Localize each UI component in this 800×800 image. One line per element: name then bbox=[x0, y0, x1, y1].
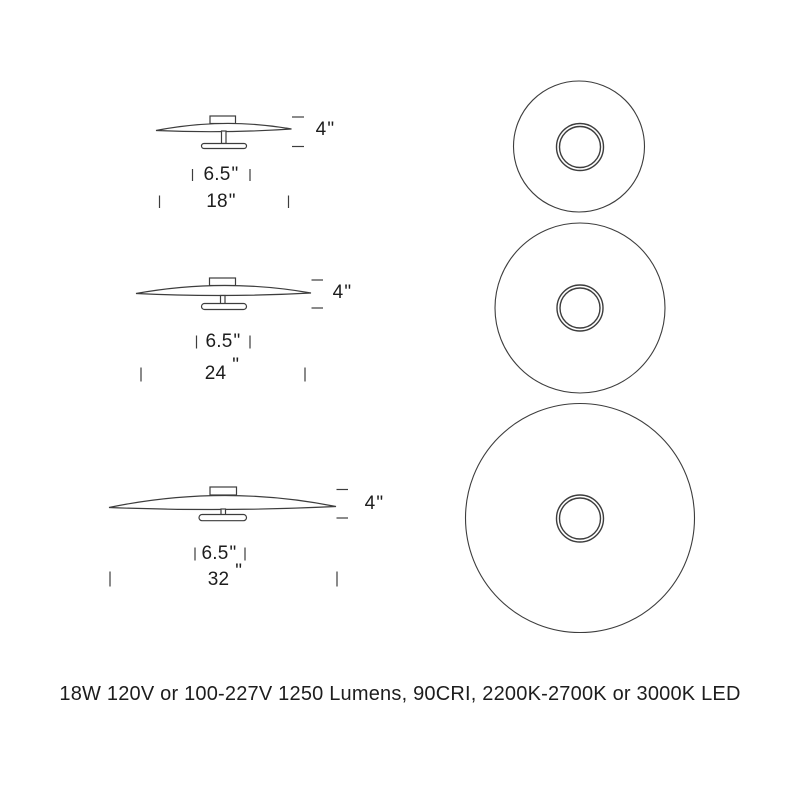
dimension-unit: " bbox=[232, 355, 240, 376]
canopy-dimension-label-18 bbox=[204, 164, 239, 186]
dimension-unit: " bbox=[233, 330, 241, 352]
disc-32 bbox=[109, 495, 336, 509]
dimension-value: 6.5 bbox=[201, 543, 229, 564]
top-view-18-outer-circle bbox=[514, 81, 645, 212]
dimension-value: 32 bbox=[207, 568, 230, 590]
canopy-dimension-label-32 bbox=[202, 543, 237, 565]
base-24 bbox=[202, 304, 247, 310]
canopy-18 bbox=[210, 116, 236, 124]
spec-footer-text: 18W 120V or 100-227V 1250 Lumens, 90CRI, 2200K-2700K or 3000K LED bbox=[59, 683, 741, 705]
dimension-unit: " bbox=[376, 492, 384, 514]
dimension-value: 18 bbox=[206, 190, 228, 212]
top-view-32-outer-circle bbox=[466, 404, 695, 633]
dimension-unit: " bbox=[228, 190, 236, 212]
top-view-18-hub-inner-ring bbox=[560, 127, 601, 168]
dimension-value: 4 bbox=[364, 492, 376, 514]
top-view-24 bbox=[495, 223, 665, 393]
top-view-24-hub-outer-ring bbox=[557, 285, 603, 331]
top-view-24-outer-circle bbox=[495, 223, 665, 393]
diameter-dimension-label-32 bbox=[207, 560, 243, 591]
canopy-32 bbox=[210, 487, 237, 495]
diameter-dimension-label-24 bbox=[204, 355, 240, 385]
base-32 bbox=[199, 515, 247, 521]
canopy-dimension-label-24 bbox=[206, 331, 241, 353]
height-dimension-label-32 bbox=[365, 493, 384, 515]
top-view-18-hub-outer-ring bbox=[557, 124, 604, 171]
dimension-unit: " bbox=[327, 119, 335, 140]
dimension-unit: " bbox=[231, 164, 239, 185]
dimension-unit: " bbox=[229, 543, 237, 564]
canopy-24 bbox=[210, 278, 236, 286]
top-view-32-hub-outer-ring bbox=[557, 495, 604, 542]
diameter-dimension-label-18 bbox=[206, 191, 236, 213]
stem-18 bbox=[222, 131, 227, 144]
top-view-24-hub-inner-ring bbox=[560, 288, 600, 328]
disc-24 bbox=[136, 285, 311, 295]
dimension-value: 6.5 bbox=[205, 330, 233, 352]
top-view-18 bbox=[514, 81, 645, 212]
top-view-32-hub-inner-ring bbox=[560, 498, 601, 539]
top-view-32 bbox=[466, 404, 695, 633]
height-dimension-label-18 bbox=[316, 119, 335, 141]
dimension-unit: " bbox=[235, 560, 243, 582]
dimension-value: 24 bbox=[204, 363, 227, 384]
height-dimension-label-24 bbox=[333, 282, 352, 304]
dimension-value: 4 bbox=[332, 282, 344, 303]
stem-24 bbox=[221, 296, 226, 305]
dimension-value: 6.5 bbox=[203, 164, 231, 185]
dimension-unit: " bbox=[344, 282, 352, 303]
dimension-value: 4 bbox=[315, 119, 327, 140]
base-18 bbox=[202, 144, 247, 149]
